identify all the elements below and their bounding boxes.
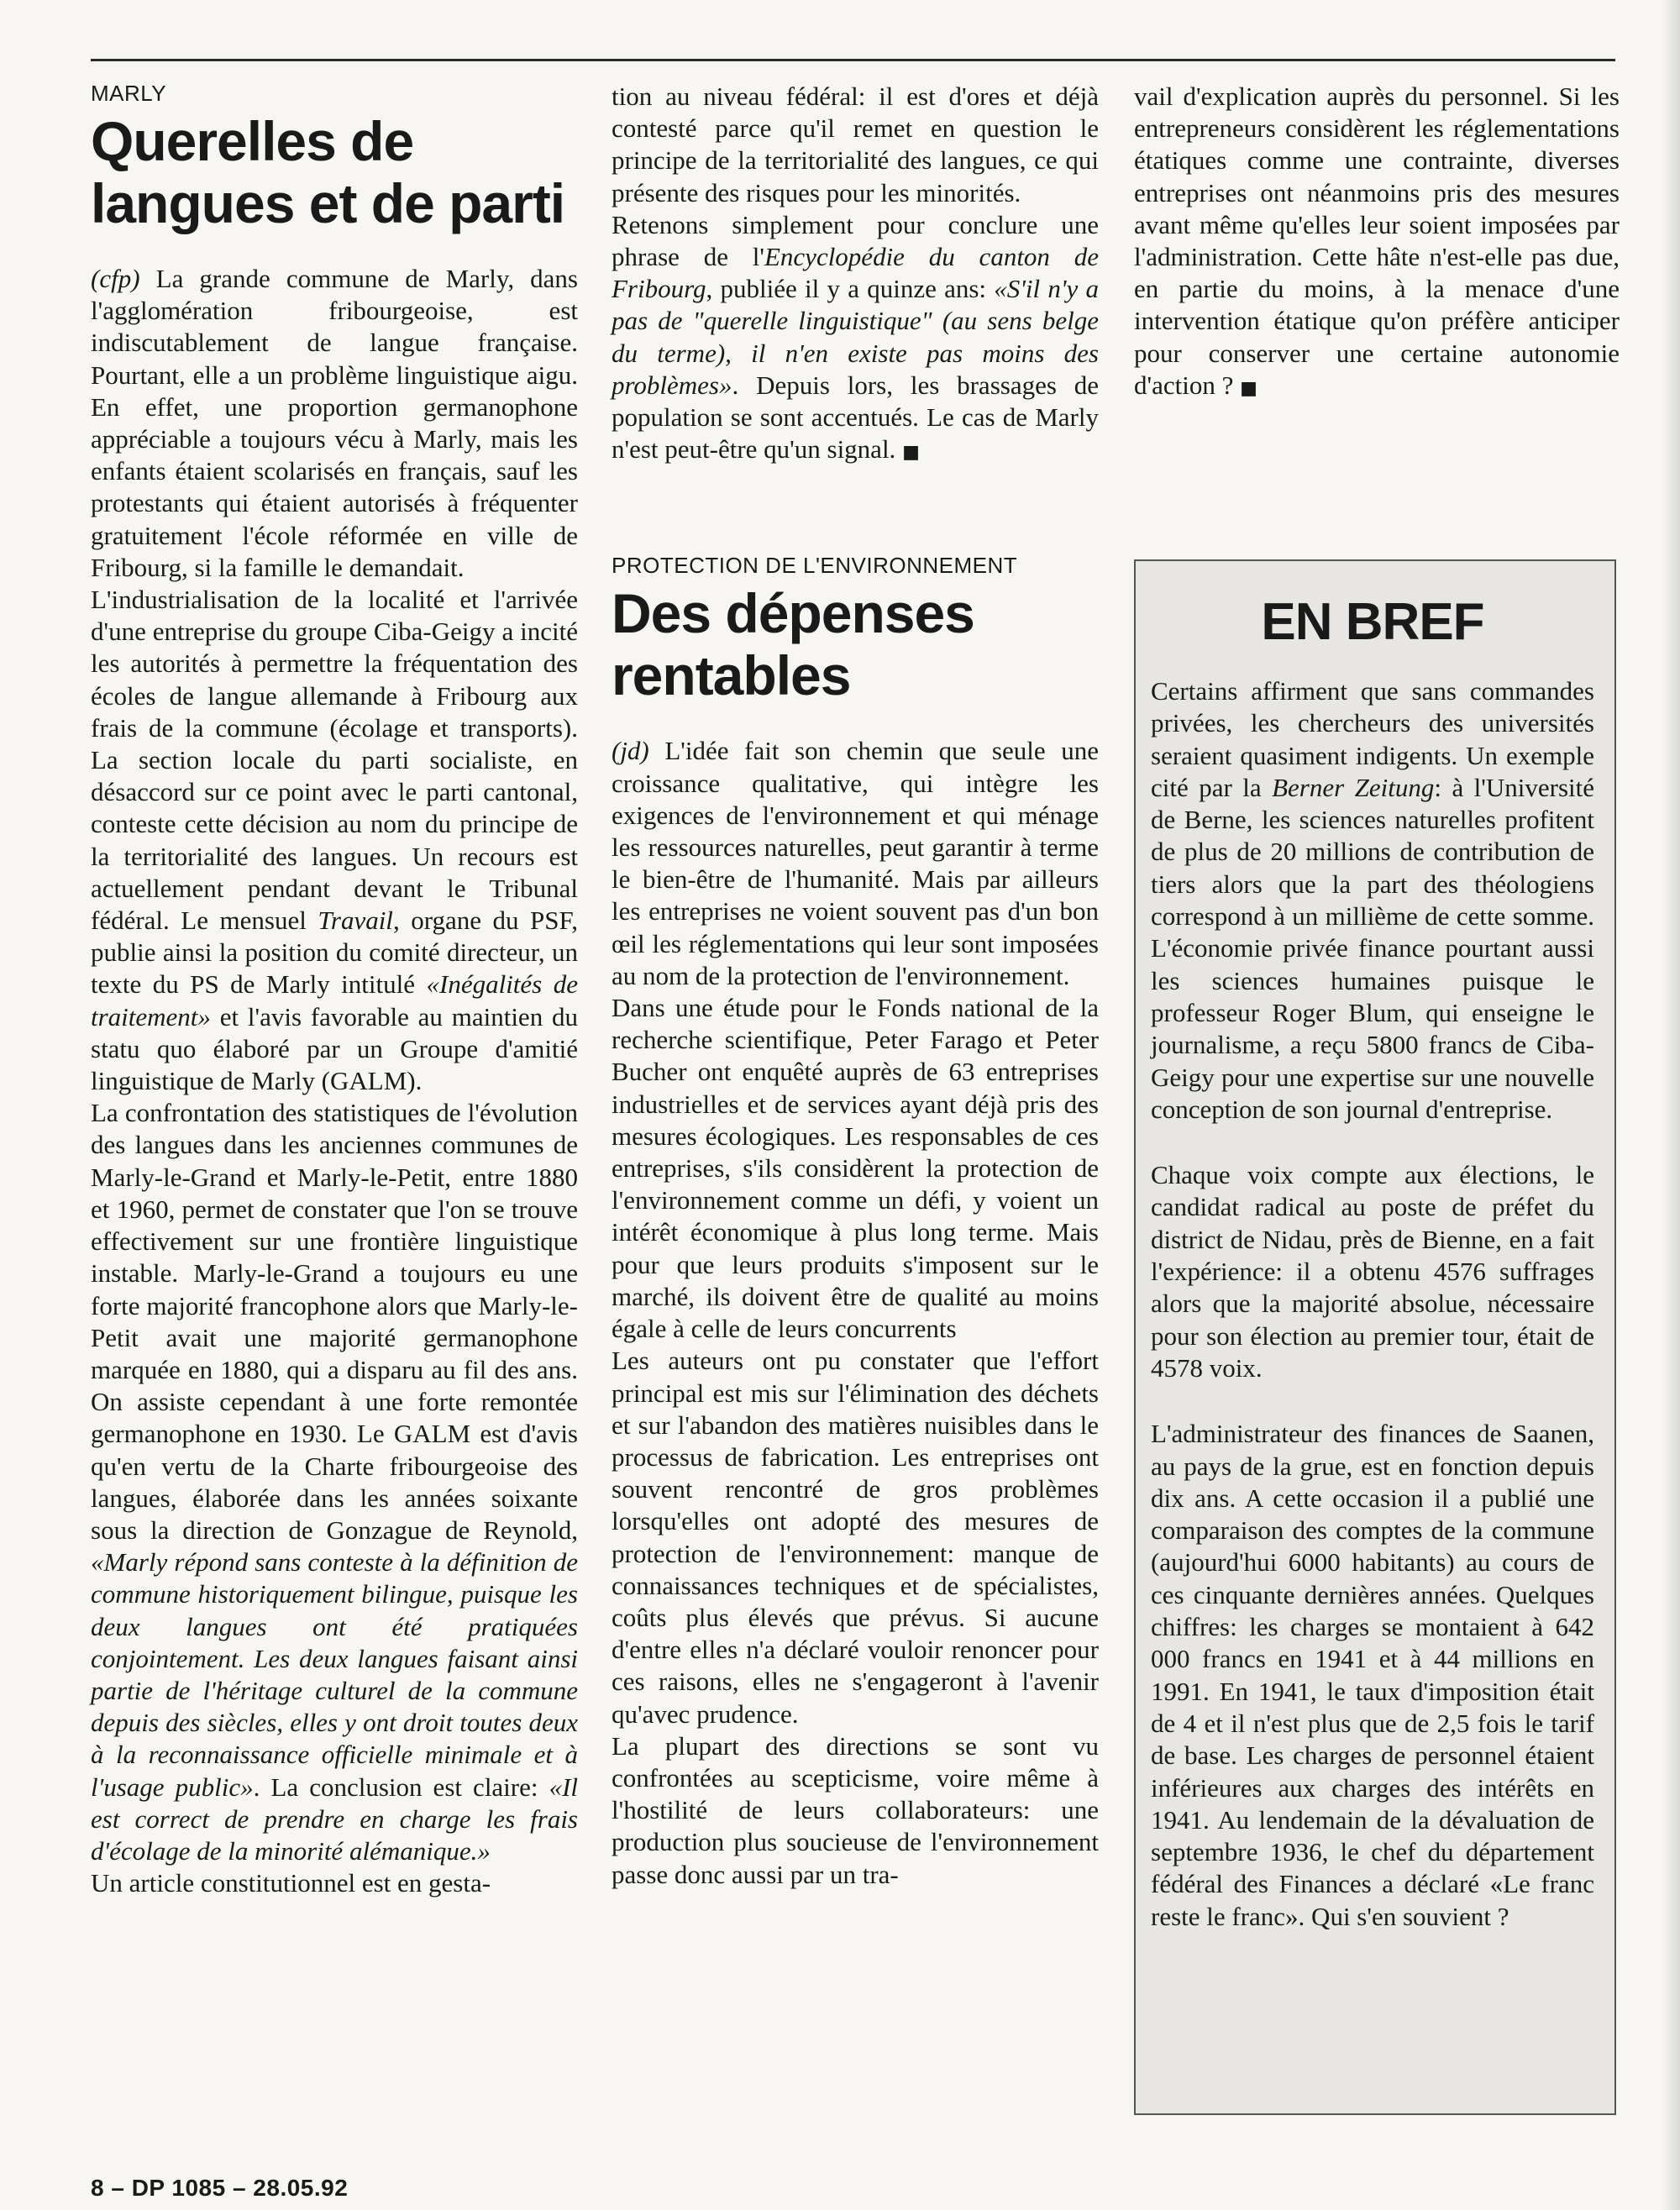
article2-paragraph-4-cont: vail d'explication auprès du personnel. Si les entrepreneurs considèrent les réglementations étatiques comme une contrainte, diverses entreprises ont néanmoins pris des mesures avant même qu'elles leur soient imposées par l'administration. Cette hâte n'est-elle pas due, en partie du moins, à la menace d'une intervention étatique qu'on préfère anticiper pour conserver une certaine autonomie d'action ? ■ <box>1134 81 1620 400</box>
author-tag: (jd) <box>612 736 649 766</box>
en-bref-box <box>1134 559 1616 2115</box>
article2 <box>612 553 1099 1890</box>
article1-p3-text-b: . La conclusion est claire: <box>253 1772 549 1802</box>
conclusion-quote: «Il est correct de prendre en charge les frais d'écolage de la minorité alémanique.» <box>91 1772 578 1866</box>
end-mark-icon: ■ <box>1240 377 1257 399</box>
column-2 <box>612 81 1099 1891</box>
top-rule <box>91 59 1615 61</box>
article2-kicker: PROTECTION DE L'ENVIRONNEMENT <box>612 553 1018 579</box>
end-mark-icon: ■ <box>902 442 920 464</box>
article1-paragraph-1 <box>91 263 578 584</box>
article1-title: Querelles de langues et de parti <box>91 110 565 234</box>
article1-kicker: MARLY <box>91 81 167 106</box>
article1-p5-text-a: Retenons simplement pour conclure une phrase de l' <box>612 209 1099 272</box>
article1-p2-text-b: , organe du PSF, publie ainsi la position du comité directeur, un texte du PS de Marly intitulé <box>91 906 578 1000</box>
column-3 <box>1134 81 1620 405</box>
article2-paragraph-2: Dans une étude pour le Fonds national de la recherche scientifique, Peter Farago et Peter Bucher ont enquêté auprès de 63 entreprises industrielles et de services ayant déjà pris des mesures écologiques. Les responsables de ces entreprises, s'ils considèrent la protection de l'environnement comme un défi, y voient un intérêt économique à plus long terme. Mais pour que leurs produits s'imposent sur le marché, ils doivent être de qualité au moins égale à celle de leurs concurrents <box>612 993 1099 1344</box>
author-tag: (cfp) <box>91 264 140 293</box>
article2-paragraph-4-start: La plupart des directions se sont vu confrontées au scepticisme, voire même à l'hostilité de leurs collaborateurs: une production plus soucieuse de l'environnement passe donc aussi par un tra- <box>612 1730 1099 1889</box>
encyclopedia-title: Encyclopédie du canton de Fribourg <box>612 242 1099 304</box>
article1-p3-text-a: La confrontation des statistiques de l'évolution des langues dans les anciennes communes de Marly-le-Grand et Marly-le-Petit, entre 1880 et 1960, permet de constater que l'on se trouve effectivement sur une frontière linguistique instable. Marly-le-Grand a toujours eu une forte majorité francophone alors que Marly-le-Petit avait une majorité germanophone marquée en 1880, qui a disparu au fil des ans. On assiste cependant à une forte remontée germanophone en 1930. Le GALM est d'avis qu'en vertu de la Charte fribourgeoise des langues, élaborée dans les années soixante sous la direction de Gonzague de Reynold, <box>91 1098 578 1545</box>
brief-item-1-text-b: : à l'Université de Berne, les sciences naturelles profitent de plus de 20 millions de contribution de tiers alors que la part des théologiens correspond à un millième de cette somme. L'économie privée finance pourtant aussi les sciences humaines puisque le professeur Roger Blum, qui enseigne le journalisme, a reçu 5800 francs de Ciba-Geigy pour une expertise sur une nouvelle conception de son journal d'entreprise. <box>1151 772 1595 1124</box>
article1-p5-text-c: . Depuis lors, les brassages de population se sont accentués. Le cas de Marly n'est peut-être qu'un signal. <box>612 370 1099 465</box>
brief-item-1 <box>1151 675 1594 1126</box>
article1-paragraph-4-start: Un article constitutionnel est en gesta- <box>91 1868 491 1898</box>
page-footer: 8 – DP 1085 – 28.05.92 <box>91 2175 349 2201</box>
article1-p5-text-b: , publiée il y a quinze ans: <box>706 274 995 304</box>
quote-title: «Inégalités de traitement» <box>91 969 578 1032</box>
brief-item-1-text-a: Certains affirment que sans commandes privées, les chercheurs des universités seraient quasiment indigents. Un exemple cité par la <box>1151 676 1594 802</box>
encyclopedia-quote: «S'il n'y a pas de "querelle linguistique" (au sens belge du terme), il n'en existe pas moins des problèmes» <box>612 274 1100 400</box>
article1-p1-text: La grande commune de Marly, dans l'agglomération fribourgeoise, est indiscutablement de langue française. Pourtant, elle a un problème linguistique aigu. En effet, une proportion germanophone appréciable a toujours vécu à Marly, mais les enfants étaient scolarisés en français, sauf les protestants qui étaient autorisés à fréquenter gratuitement l'école réformée en ville de Fribourg, si la famille le demandait. <box>91 264 578 582</box>
article1-paragraph-5 <box>612 209 1099 470</box>
brief-item-3: L'administrateur des finances de Saanen, au pays de la grue, est en fonction depuis dix ans. A cette occasion il a publié une comparaison des comptes de la commune (aujourd'hui 6000 habitants) au cours de ces cinquante dernières années. Quelques chiffres: les charges se montaient à 642 000 francs en 1941 et à 44 millions en 1991. En 1941, le taux d'imposition était de 4 et il n'est plus que de 2,5 fois le tarif de base. Les charges de personnel étaient inférieures aux charges des intérêts en 1941. Au lendemain de la dévaluation de septembre 1936, le chef du département fédéral des Finances a déclaré «Le franc reste le franc». Qui s'en souvient ? <box>1151 1419 1594 1931</box>
article1-paragraph-3 <box>91 1097 578 1867</box>
article1-paragraph-4-cont: tion au niveau fédéral: il est d'ores et déjà contesté parce qu'il remet en question le principe de la territorialité des langues, ce qui présente des risques pour les minorités. <box>612 81 1099 207</box>
article1-paragraph-2 <box>91 584 578 1097</box>
charter-quote: «Marly répond sans conteste à la définition de commune historiquement bilingue, puisque les deux langues ont été pratiquées conjointement. Les deux langues faisant ainsi partie de l'héritage culturel de la commune depuis des siècles, elles y ont droit toutes deux à la reconnaissance officielle minimale et à l'usage public» <box>91 1547 578 1802</box>
article1-p2-text-a: L'industrialisation de la localité et l'arrivée d'une entreprise du groupe Ciba-Geigy a incité les autorités à permettre la fréquentation des écoles de langue allemande à Fribourg aux frais de la commune (écolage et transports). La section locale du parti socialiste, en désaccord sur ce point avec le parti cantonal, conteste cette décision au nom du principe de la territorialité des langues. Un recours est actuellement pendant devant le Tribunal fédéral. Le mensuel <box>91 585 578 936</box>
brief-item-2: Chaque voix compte aux élections, le candidat radical au poste de préfet du district de Nidau, près de Bienne, en a fait l'expérience: il a obtenu 4576 suffrages alors que la majorité absolue, nécessaire pour son élection au premier tour, était de 4578 voix. <box>1151 1160 1594 1383</box>
newspaper-title: Berner Zeitung <box>1272 772 1435 802</box>
column-1 <box>91 81 578 1899</box>
article2-paragraph-3: Les auteurs ont pu constater que l'effort principal est mis sur l'élimination des déchets et sur l'abandon des matières nuisibles dans le processus de fabrication. Les entreprises ont souvent rencontré de gros problèmes lorsqu'elles ont adopté des mesures de protection de l'environnement: manque de connaissances techniques et de spécialistes, coûts plus élevés que prévus. Si aucune d'entre elles n'a déclaré vouloir renoncer pour ces raisons, elles ne s'engageront à l'avenir qu'avec prudence. <box>612 1346 1099 1729</box>
journal-title: Travail <box>318 906 393 936</box>
article2-p1-text: L'idée fait son chemin que seule une croissance qualitative, qui intègre les exigences de l'environnement et qui ménage les ressources naturelles, peut garantir à terme le bien-être de l'humanité. Mais par ailleurs les entreprises ne voient souvent pas d'un bon œil les réglementations qui leur sont imposées au nom de la protection de l'environnement. <box>612 736 1099 990</box>
article2-title: Des dépenses rentables <box>612 582 974 707</box>
en-bref-title: EN BREF <box>1261 593 1484 651</box>
article2-paragraph-1 <box>612 735 1099 992</box>
page-edge-shadow <box>1662 0 1680 2210</box>
article1-p2-text-c: et l'avis favorable au maintien du statu quo élaboré par un Groupe d'amitié linguistique de Marly (GALM). <box>91 1001 578 1096</box>
